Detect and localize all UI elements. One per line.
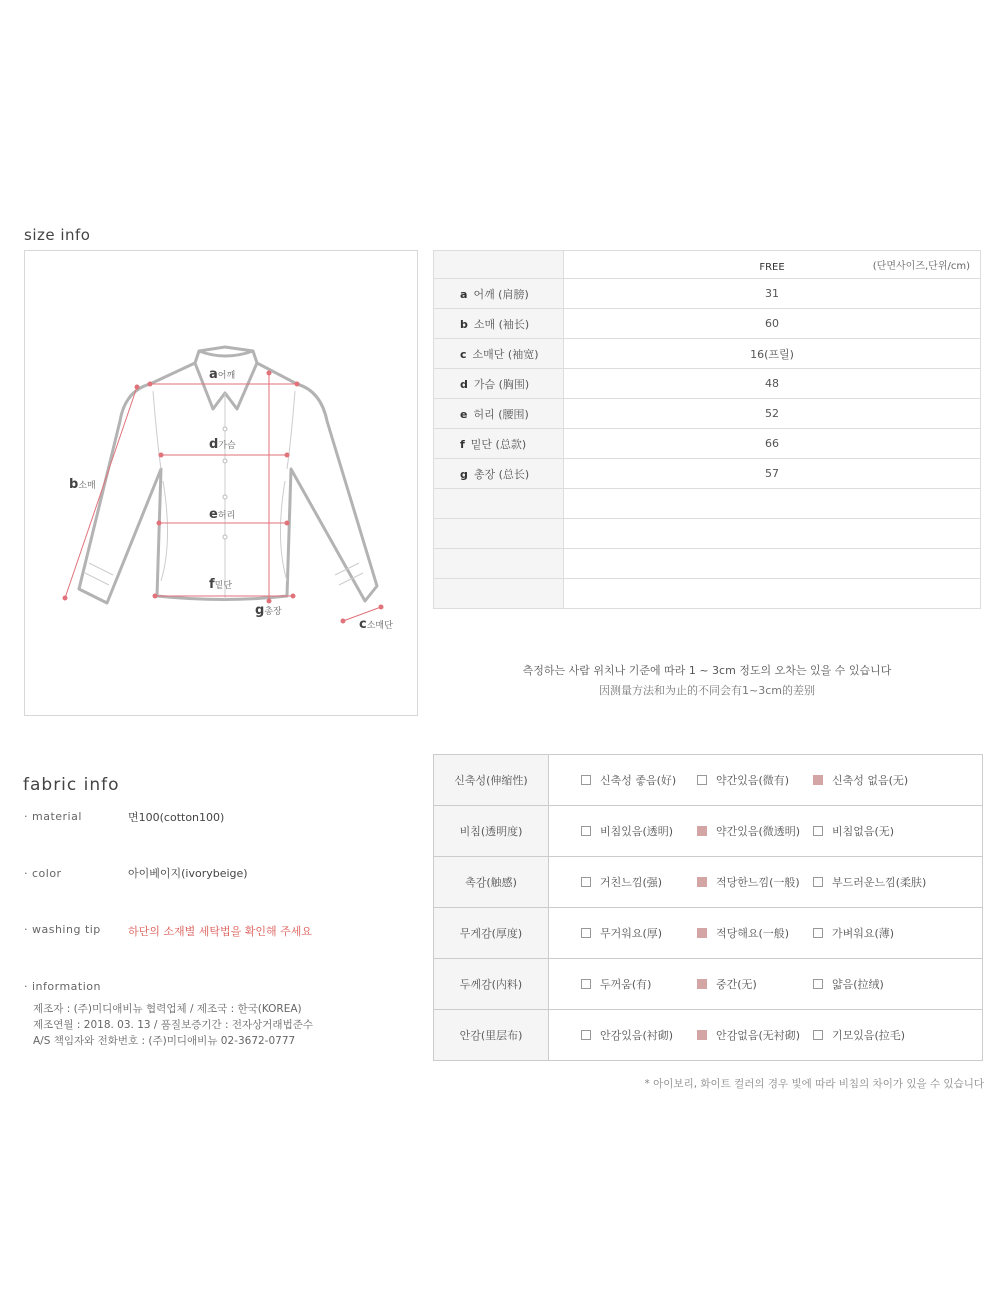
- checked-box-icon: [697, 1030, 707, 1040]
- fabric-option-label: 거친느낌(强): [600, 876, 663, 889]
- measure-note-ko: 측정하는 사람 위치나 기준에 따라 1 ~ 3cm 정도의 오차는 있을 수 있습니다: [522, 664, 892, 677]
- size-row-label: [434, 309, 564, 339]
- fabric-option: [697, 976, 813, 992]
- size-row: [434, 399, 981, 429]
- fabric-row: [434, 857, 983, 908]
- size-row: [434, 309, 981, 339]
- fabric-option-label: 기모있음(拉毛): [832, 1029, 906, 1042]
- size-row-name: 어깨 (肩膀): [473, 287, 529, 301]
- size-row-name: 가슴 (胸围): [473, 377, 530, 391]
- info-as-contact: A/S 책임자와 전화번호 : (주)미디애비뉴 02-3672-0777: [33, 1035, 296, 1047]
- size-row: [434, 519, 981, 549]
- color-label: · color: [24, 867, 62, 880]
- size-row-letter: c: [460, 347, 467, 361]
- checked-box-icon: [697, 826, 707, 836]
- fabric-option-label: 비침있음(透明): [600, 825, 674, 838]
- fabric-row-options: [549, 908, 983, 959]
- size-column-header: [564, 251, 981, 279]
- size-row: [434, 549, 981, 579]
- size-row-letter: f: [460, 437, 465, 451]
- fabric-option: [813, 976, 923, 992]
- fabric-option: [697, 823, 813, 839]
- fabric-option: [813, 925, 923, 941]
- fabric-option-label: 적당해요(一般): [716, 927, 790, 940]
- fabric-row-label: 두께감(内料): [434, 959, 549, 1010]
- size-row-name: 허리 (腰围): [473, 407, 529, 421]
- size-table: [433, 250, 981, 609]
- fabric-option-label: 신축성 좋음(好): [600, 774, 677, 787]
- fabric-option: [697, 874, 813, 890]
- checkbox-icon: [813, 979, 823, 989]
- checkbox-icon: [813, 826, 823, 836]
- fabric-table: [433, 754, 983, 1061]
- size-row-letter: d: [460, 377, 468, 391]
- size-free-label: FREE: [759, 262, 785, 273]
- checked-box-icon: [697, 928, 707, 938]
- size-row-label: [434, 549, 564, 579]
- fabric-option: [813, 874, 927, 890]
- size-row-value: 31: [564, 279, 981, 309]
- fabric-option-label: 두꺼움(有): [600, 978, 652, 991]
- size-row: [434, 369, 981, 399]
- information-label: · information: [24, 980, 101, 993]
- size-row-name: 총장 (总长): [473, 467, 530, 481]
- fabric-option-label: 가벼워요(薄): [832, 927, 895, 940]
- unit-note: (단면사이즈,단위/cm): [872, 261, 970, 272]
- size-row: [434, 489, 981, 519]
- diagram-label-g: g총장: [255, 603, 282, 618]
- size-row-value: 57: [564, 459, 981, 489]
- fabric-row: [434, 908, 983, 959]
- fabric-option: [581, 874, 697, 890]
- fabric-option-label: 약간있음(微透明): [716, 825, 801, 838]
- size-row-label: [434, 459, 564, 489]
- fabric-option: [813, 772, 923, 788]
- checked-box-icon: [697, 979, 707, 989]
- checkbox-icon: [581, 775, 591, 785]
- size-row-letter: e: [460, 407, 468, 421]
- fabric-row-label: 무게감(厚度): [434, 908, 549, 959]
- fabric-option: [697, 925, 813, 941]
- size-row: [434, 339, 981, 369]
- diagram-label-a: a어깨: [209, 367, 236, 382]
- diagram-label-d: d가슴: [209, 437, 236, 452]
- size-row-value: 16(프릴): [564, 339, 981, 369]
- size-row: [434, 459, 981, 489]
- washing-tip-label: · washing tip: [24, 923, 101, 936]
- checked-box-icon: [813, 775, 823, 785]
- fabric-row-label: 안감(里层布): [434, 1010, 549, 1061]
- size-row-label: [434, 369, 564, 399]
- size-row-name: 밑단 (总款): [470, 437, 527, 451]
- fabric-row: [434, 755, 983, 806]
- size-table-header: [434, 251, 981, 279]
- size-row: [434, 279, 981, 309]
- fabric-option: [581, 823, 697, 839]
- size-row-value: [564, 549, 981, 579]
- size-row-value: [564, 579, 981, 609]
- fabric-option: [813, 823, 923, 839]
- fabric-option: [581, 976, 697, 992]
- size-row-label: [434, 489, 564, 519]
- fabric-row: [434, 806, 983, 857]
- checkbox-icon: [813, 877, 823, 887]
- fabric-row-options: [549, 755, 983, 806]
- fabric-row-options: [549, 1010, 983, 1061]
- fabric-row-options: [549, 806, 983, 857]
- size-row-value: 52: [564, 399, 981, 429]
- checkbox-icon: [813, 1030, 823, 1040]
- checkbox-icon: [581, 826, 591, 836]
- size-row: [434, 579, 981, 609]
- fabric-row-options: [549, 959, 983, 1010]
- diagram-label-b: b소매: [69, 477, 96, 492]
- size-info-title: size info: [24, 226, 91, 244]
- size-row-value: [564, 519, 981, 549]
- size-row-label: [434, 279, 564, 309]
- fabric-option-label: 부드러운느낌(柔肤): [832, 876, 927, 889]
- fabric-option-label: 안감없음(无衬砌): [716, 1029, 801, 1042]
- material-label: · material: [24, 810, 82, 823]
- checkbox-icon: [581, 1030, 591, 1040]
- size-row-letter: g: [460, 467, 468, 481]
- size-row-label: [434, 579, 564, 609]
- checkbox-icon: [813, 928, 823, 938]
- size-row: [434, 429, 981, 459]
- fabric-option-label: 적당한느낌(一般): [716, 876, 800, 889]
- fabric-info-title: fabric info: [23, 775, 120, 795]
- info-manufacturer: 제조자 : (주)미디애비뉴 협력업체 / 제조국 : 한국(KOREA): [33, 1003, 302, 1015]
- color-value: 아이베이지(ivorybeige): [128, 867, 248, 880]
- diagram-label-c: c소매단: [359, 617, 393, 632]
- size-row-value: 66: [564, 429, 981, 459]
- size-table-corner: [434, 251, 564, 279]
- fabric-option: [581, 772, 697, 788]
- size-row-label: [434, 519, 564, 549]
- diagram-label-e: e허리: [209, 507, 236, 522]
- fabric-row: [434, 1010, 983, 1061]
- measure-note-cn: 因测量方法和为止的不同会有1~3cm的差别: [599, 684, 815, 697]
- info-date-warranty: 제조연월 : 2018. 03. 13 / 품질보증기간 : 전자상거래법준수: [33, 1019, 314, 1031]
- size-row-name: 소매단 (袖宽): [472, 347, 539, 361]
- size-row-value: [564, 489, 981, 519]
- fabric-row-label: 촉감(触感): [434, 857, 549, 908]
- fabric-option-label: 약간있음(微有): [716, 774, 790, 787]
- fabric-option-label: 신축성 없음(无): [832, 774, 909, 787]
- shirt-size-diagram: [24, 250, 418, 716]
- fabric-row-options: [549, 857, 983, 908]
- fabric-row-label: 신축성(伸缩性): [434, 755, 549, 806]
- checkbox-icon: [581, 928, 591, 938]
- fabric-row-label: 비침(透明度): [434, 806, 549, 857]
- fabric-option: [581, 925, 697, 941]
- size-row-label: [434, 429, 564, 459]
- checkbox-icon: [697, 775, 707, 785]
- fabric-option: [697, 1027, 813, 1043]
- checked-box-icon: [697, 877, 707, 887]
- fabric-option-label: 비침없음(无): [832, 825, 895, 838]
- fabric-row: [434, 959, 983, 1010]
- material-value: 면100(cotton100): [128, 811, 225, 824]
- size-row-letter: b: [460, 317, 468, 331]
- size-row-value: 48: [564, 369, 981, 399]
- checkbox-icon: [581, 979, 591, 989]
- size-row-name: 소매 (袖长): [473, 317, 530, 331]
- size-row-value: 60: [564, 309, 981, 339]
- fabric-option: [813, 1027, 923, 1043]
- diagram-label-f: f밑단: [209, 577, 233, 592]
- fabric-option: [697, 772, 813, 788]
- fabric-option-label: 중간(无): [716, 978, 757, 991]
- washing-tip-value: 하단의 소재별 세탁법을 확인해 주세요: [128, 925, 313, 938]
- size-row-label: [434, 399, 564, 429]
- fabric-note: * 아이보리, 화이트 컬러의 경우 빛에 따라 비침의 차이가 있을 수 있습니다: [644, 1078, 984, 1090]
- fabric-option-label: 얇음(拉绒): [832, 978, 884, 991]
- fabric-option: [581, 1027, 697, 1043]
- size-row-letter: a: [460, 287, 468, 301]
- size-row-label: [434, 339, 564, 369]
- checkbox-icon: [581, 877, 591, 887]
- fabric-option-label: 안감있음(衬砌): [600, 1029, 674, 1042]
- fabric-option-label: 무거워요(厚): [600, 927, 663, 940]
